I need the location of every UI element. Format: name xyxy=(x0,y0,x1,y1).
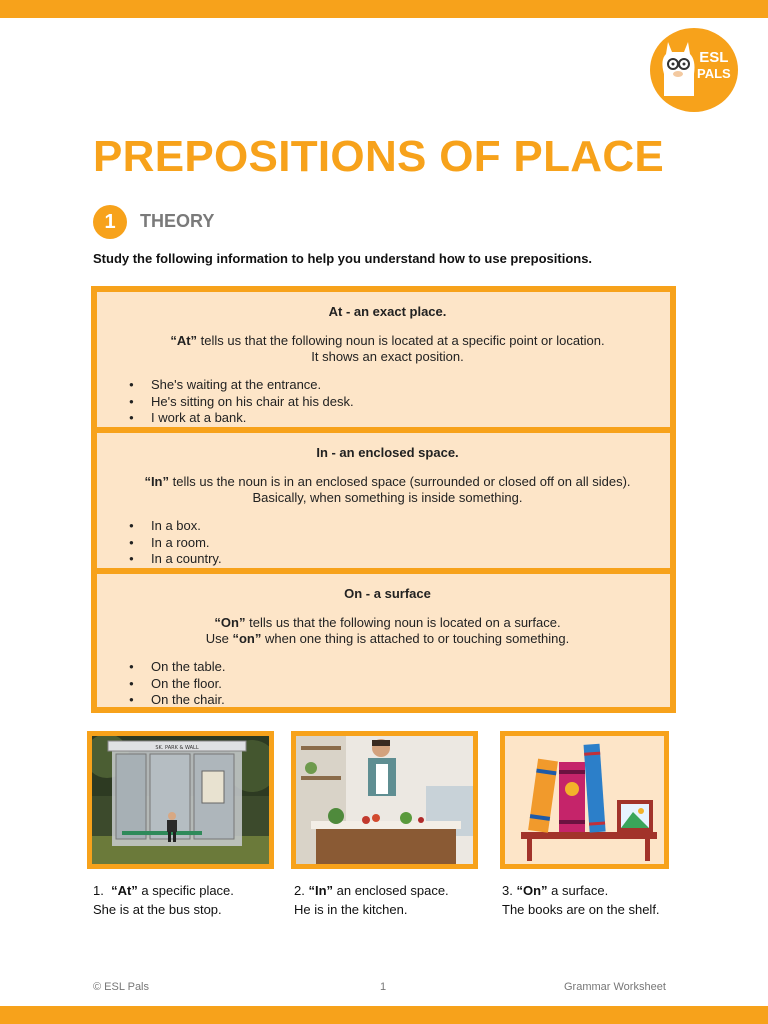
list-item: ● In a country. xyxy=(127,551,648,568)
card-heading: In - an enclosed space. xyxy=(316,445,459,460)
logo-line-2: PALS xyxy=(697,66,731,81)
card-description xyxy=(127,333,648,365)
card-term: “On” xyxy=(214,615,246,630)
caption-number: 2. xyxy=(294,883,305,898)
esl-pals-logo xyxy=(650,28,738,112)
card-description xyxy=(127,474,648,506)
card-term-inline: “on” xyxy=(232,631,262,646)
card-desc-text: tells us that the following noun is located on a surface. xyxy=(245,615,561,630)
list-item: ● In a box. xyxy=(127,518,648,535)
logo-line-1: ESL xyxy=(699,49,729,66)
list-item: ● On the floor. xyxy=(127,676,648,693)
card-desc-line2: Basically, when something is inside something. xyxy=(252,490,523,505)
caption-text: a specific place. xyxy=(137,883,234,898)
example-list xyxy=(127,518,648,568)
card-at xyxy=(97,292,670,427)
caption-number: 3. xyxy=(502,883,513,898)
card-term: “At” xyxy=(170,333,198,348)
bus-stop-picture xyxy=(87,731,274,869)
caption-line2: The books are on the shelf. xyxy=(502,902,660,917)
list-item: ● In a room. xyxy=(127,535,648,552)
example-list xyxy=(127,377,648,427)
card-desc-text: tells us that the following noun is located at a specific point or location. xyxy=(197,333,605,348)
caption-term: “In” xyxy=(308,883,334,898)
card-heading: At - an exact place. xyxy=(328,304,447,319)
footer-copyright: © ESL Pals xyxy=(93,981,149,993)
card-desc-line2-post: when one thing is attached to or touching something. xyxy=(261,631,570,646)
caption-number: 1. xyxy=(93,883,104,898)
section-title: THEORY xyxy=(140,211,215,231)
footer-page-number: 1 xyxy=(380,981,387,993)
example-list xyxy=(127,659,648,709)
caption-text: an enclosed space. xyxy=(333,883,449,898)
llama-icon xyxy=(658,38,698,100)
card-term: “In” xyxy=(144,474,169,489)
list-item: ● He's sitting on his chair at his desk. xyxy=(127,394,648,411)
caption-text: a surface. xyxy=(547,883,609,898)
list-item: ● She's waiting at the entrance. xyxy=(127,377,648,394)
card-desc-line2: It shows an exact position. xyxy=(311,349,464,364)
list-item: ● On the table. xyxy=(127,659,648,676)
shelter-sign: SK. PARK & WALL xyxy=(155,745,199,751)
top-accent-bar xyxy=(0,0,768,18)
caption-term: “On” xyxy=(516,883,548,898)
card-description xyxy=(127,615,648,647)
bottom-accent-bar xyxy=(0,1006,768,1024)
kitchen-picture xyxy=(291,731,478,869)
caption-2 xyxy=(294,881,449,919)
footer-worksheet-label: Grammar Worksheet xyxy=(564,981,666,993)
instruction-text: Study the following information to help you understand how to use prepositions. xyxy=(93,251,593,266)
theory-box xyxy=(91,286,676,713)
books-on-shelf-picture xyxy=(500,731,669,869)
caption-line2: She is at the bus stop. xyxy=(93,902,222,917)
caption-3 xyxy=(502,881,660,919)
card-heading: On - a surface xyxy=(344,586,431,601)
section-number-badge: 1 xyxy=(93,205,127,239)
list-item: ● I work at a bank. xyxy=(127,410,648,427)
card-desc-text: tells us the noun is in an enclosed space (surrounded or closed off on all sides). xyxy=(169,474,631,489)
card-desc-line2-pre: Use xyxy=(205,631,233,646)
caption-1 xyxy=(93,881,234,919)
caption-term: “At” xyxy=(111,883,138,898)
list-item: ● On the chair. xyxy=(127,692,648,709)
caption-line2: He is in the kitchen. xyxy=(294,902,408,917)
card-on xyxy=(97,574,670,707)
card-in xyxy=(97,433,670,568)
page-title: PREPOSITIONS OF PLACE xyxy=(93,132,665,181)
